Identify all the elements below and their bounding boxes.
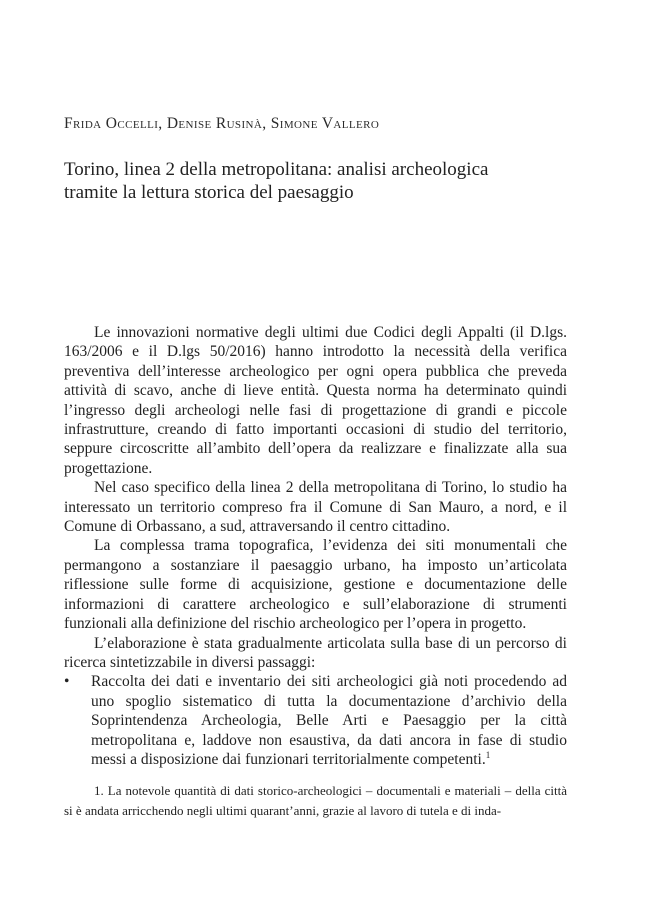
bullet-mark: • [64, 673, 70, 691]
bullet-item [64, 672, 567, 769]
paragraph-3: La complessa trama topografica, l’evidenza dei siti monumentali che permangono a sostanziare il paesaggio urbano, ha imposto un’articolata riflessione sulle forme di acquisizione, gestione e documentazione delle informazioni di carattere archeologico e sull’elaborazione di strumenti funzionali alla definizione del rischio archeologico per l’opera in progetto. [64, 537, 567, 633]
title-line-1: Torino, linea 2 della metropolitana: analisi archeologica [64, 159, 489, 180]
paragraph-2: Nel caso specifico della linea 2 della metropolitana di Torino, lo studio ha interessato un territorio compreso fra il Comune di San Mauro, a nord, e il Comune di Orbassano, a sud, attraversando il centro cittadino. [64, 479, 567, 536]
bullet-text-wrap [91, 672, 567, 769]
bullet-text: Raccolta dei dati e inventario dei siti archeologici già noti procedendo ad uno spoglio sistematico di tutta la documentazione d’archivio della Soprintendenza Archeologia, Belle Arti e Paesaggio per la città metropolitana e, laddove non esaustiva, da dati ancora in fase di studio messi a disposizione dai funzionari territorialmente competenti. [91, 673, 567, 768]
footnote [64, 781, 567, 820]
body-text [64, 323, 567, 769]
article-title [64, 158, 584, 204]
footnote-ref: 1 [485, 749, 491, 760]
authors: Frida Occelli, Denise Rusinà, Simone Vallero [64, 115, 380, 132]
footnote-text: 1. La notevole quantità di dati storico-archeologici – documentali e materiali – della città si è andata arricchendo negli ultimi quarant’anni, grazie al lavoro di tutela e di inda- [64, 783, 567, 818]
title-line-2: tramite la lettura storica del paesaggio [64, 182, 354, 203]
paragraph-1: Le innovazioni normative degli ultimi due Codici degli Appalti (il D.lgs. 163/2006 e il D.lgs 50/2016) hanno introdotto la necessità della verifica preventiva dell’interesse archeologico per ogni opera pubblica che preveda attività di scavo, anche di lieve entità. Questa norma ha determinato quindi l’ingresso degli archeologi nelle fasi di progettazione di grandi e piccole infrastrutture, creando di fatto importanti occasioni di studio del territorio, seppure circoscritte all’ambito dell’opera da realizzare e finalizzate alla sua progettazione. [64, 324, 567, 477]
paragraph-4: L’elaborazione è stata gradualmente articolata sulla base di un percorso di ricerca sintetizzabile in diversi passaggi: [64, 634, 567, 671]
